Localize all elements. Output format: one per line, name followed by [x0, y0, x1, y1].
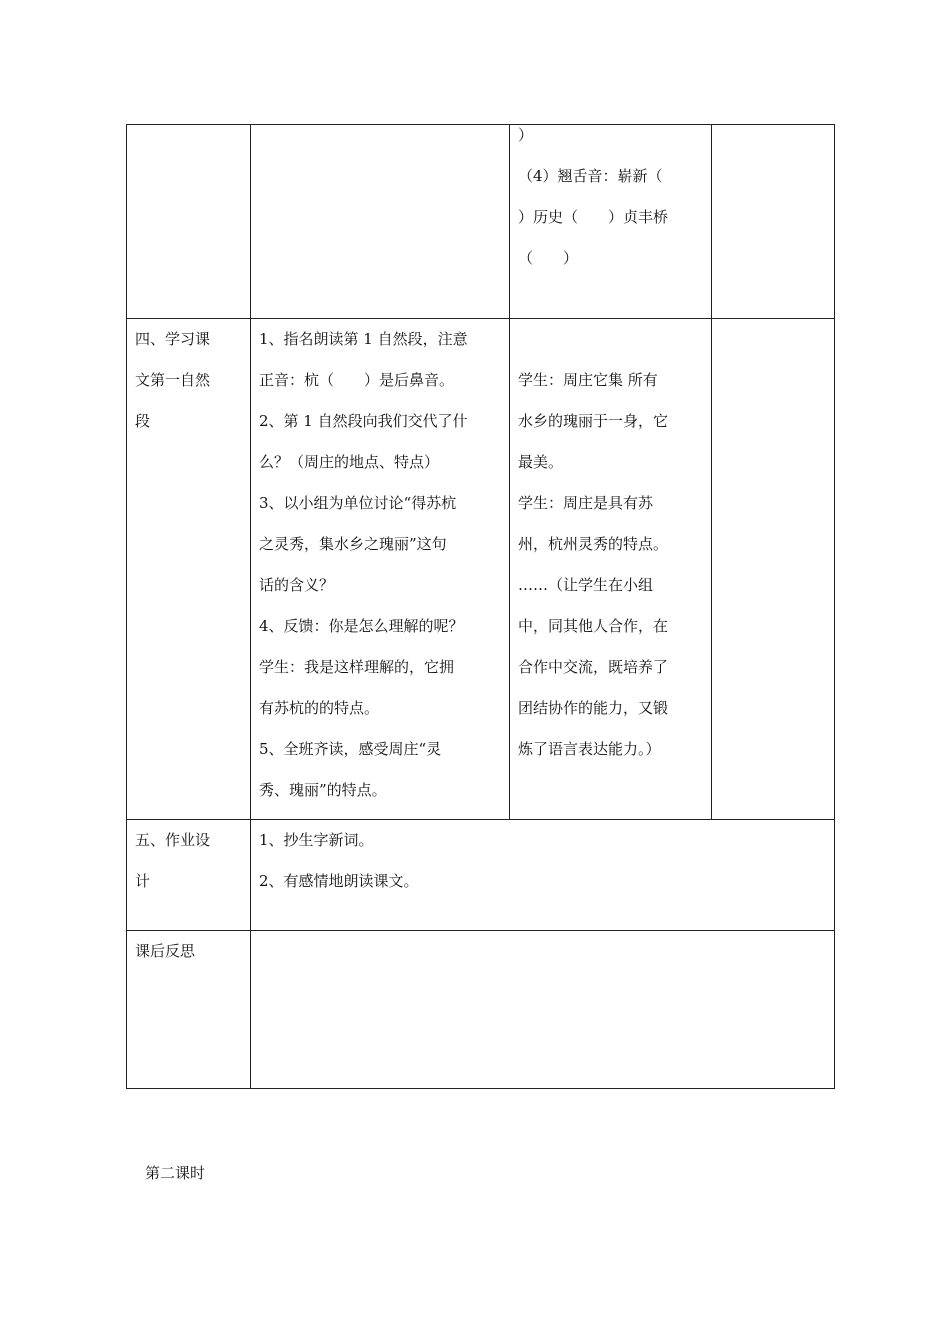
text-line: 学生：我是这样理解的，它拥: [259, 658, 455, 676]
text-line: 课后反思: [135, 942, 196, 960]
text-line: 2、第 1 自然段向我们交代了什: [259, 412, 468, 430]
section-heading: 第二课时: [145, 1164, 206, 1182]
table-row: [127, 931, 835, 1089]
text-line: 之灵秀，集水乡之瑰丽”这句: [259, 535, 447, 553]
text-line: ）历史（ ）贞丰桥: [518, 208, 669, 226]
text-line: 正音：杭（ ）是后鼻音。: [259, 371, 455, 389]
text-line: 有苏杭的的特点。: [259, 699, 380, 717]
text-line: ……（让学生在小组: [518, 576, 654, 594]
text-line: （4）翘舌音：崭新（: [518, 167, 663, 185]
notes-cell: [712, 319, 835, 820]
text-line: 秀、瑰丽”的特点。: [259, 781, 387, 799]
text-line: 1、指名朗读第 1 自然段，注意: [259, 330, 468, 348]
text-line: 么？（周庄的地点、特点）: [259, 453, 440, 471]
text-line: 学生：周庄它集 所有: [518, 371, 658, 389]
text-line: 四、学习课: [135, 330, 211, 348]
text-line: 段: [135, 412, 151, 430]
text-line: 话的含义？: [259, 576, 335, 594]
spacer: [518, 319, 703, 360]
text-line: 中，同其他人合作，在: [518, 617, 669, 635]
stage-cell: [127, 319, 251, 820]
text-line: 水乡的瑰丽于一身，它: [518, 412, 669, 430]
notes-cell: [712, 125, 835, 319]
stage-cell: [127, 820, 251, 931]
stage-cell: [127, 931, 251, 1089]
stage-cell: [127, 125, 251, 319]
text-line: 炼了语言表达能力。）: [518, 740, 661, 758]
table-row: [127, 319, 835, 820]
text-line: 州，杭州灵秀的特点。: [518, 535, 669, 553]
text-line: 五、作业设: [135, 831, 211, 849]
text-line: 2、有感情地朗读课文。: [259, 872, 419, 890]
student-cell: [510, 319, 712, 820]
text-line: 计: [135, 872, 151, 890]
reflection-cell: [251, 931, 835, 1089]
text-line: 合作中交流，既培养了: [518, 658, 669, 676]
activity-cell: [251, 319, 510, 820]
homework-cell: [251, 820, 835, 931]
text-line: 文第一自然: [135, 371, 211, 389]
student-cell: [510, 125, 712, 319]
table-row: [127, 125, 835, 319]
table-row: [127, 820, 835, 931]
text-line: 最美。: [518, 453, 564, 471]
text-line: 1、抄生字新词。: [259, 831, 374, 849]
text-line: 5、全班齐读，感受周庄“灵: [259, 740, 442, 758]
text-line: 3、以小组为单位讨论“得苏杭: [259, 494, 457, 512]
text-line: 学生：周庄是具有苏: [518, 494, 654, 512]
text-line: 4、反馈：你是怎么理解的呢？: [259, 617, 464, 635]
text-line: ）: [518, 126, 534, 144]
text-line: 团结协作的能力，又锻: [518, 699, 669, 717]
text-line: （ ）: [518, 249, 579, 267]
lesson-plan-table: [126, 124, 835, 1089]
activity-cell: [251, 125, 510, 319]
